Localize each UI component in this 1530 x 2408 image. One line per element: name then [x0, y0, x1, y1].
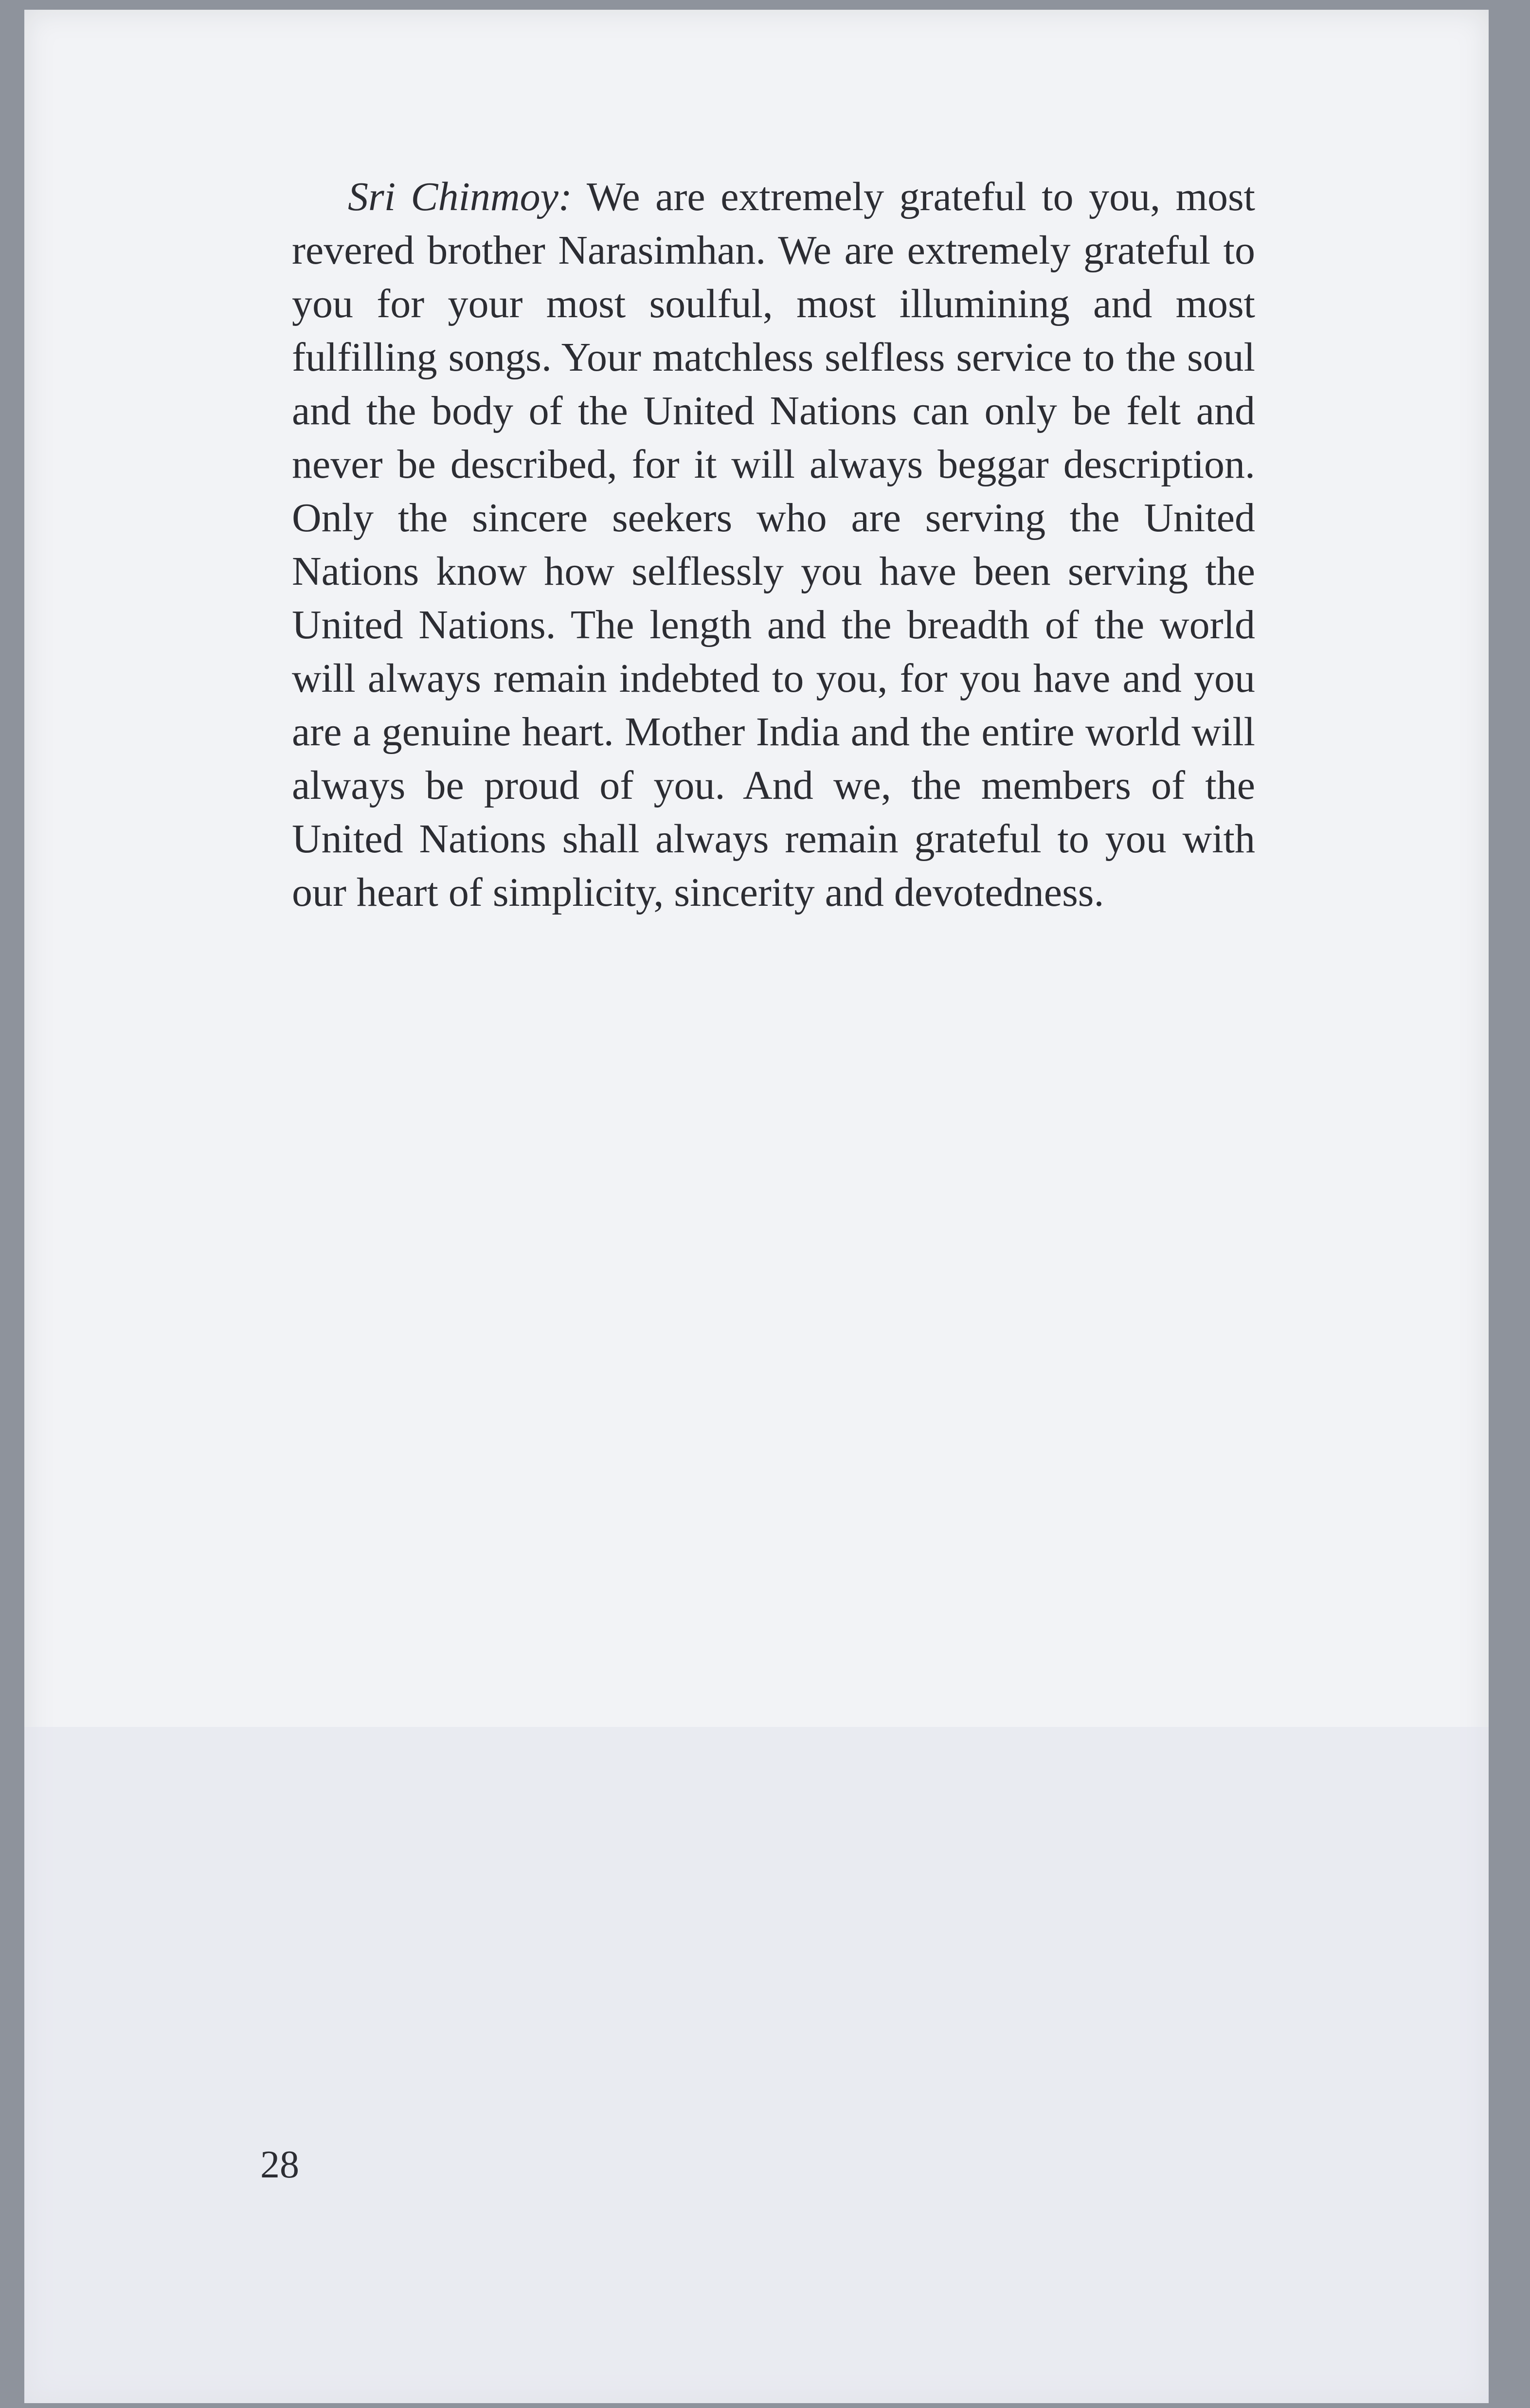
page-number: 28: [260, 2143, 299, 2186]
page-shadow: [24, 1727, 1489, 2403]
speaker-name: Sri Chinmoy:: [348, 174, 572, 219]
speech-text: We are extremely grateful to you, most revered brother Narasimhan. We are extremely grateful to you for your most soulful, most illumining and most fulfilling songs. Your matchless selfless service to the soul and the body of the United Nations can only be felt and never be described, for it will always beggar description. Only the sincere seekers who are serving the United Nations know how selflessly you have been serving the United Nations. The length and the breadth of the world will always remain indebted to you, for you have and you are a genuine heart. Mother India and the entire world will always be proud of you. And we, the members of the United Nations shall always remain grateful to you with our heart of simplicity, sincerity and devotedness.: [292, 174, 1256, 915]
main-text-block: [292, 170, 1255, 919]
speech-paragraph: [292, 170, 1255, 919]
